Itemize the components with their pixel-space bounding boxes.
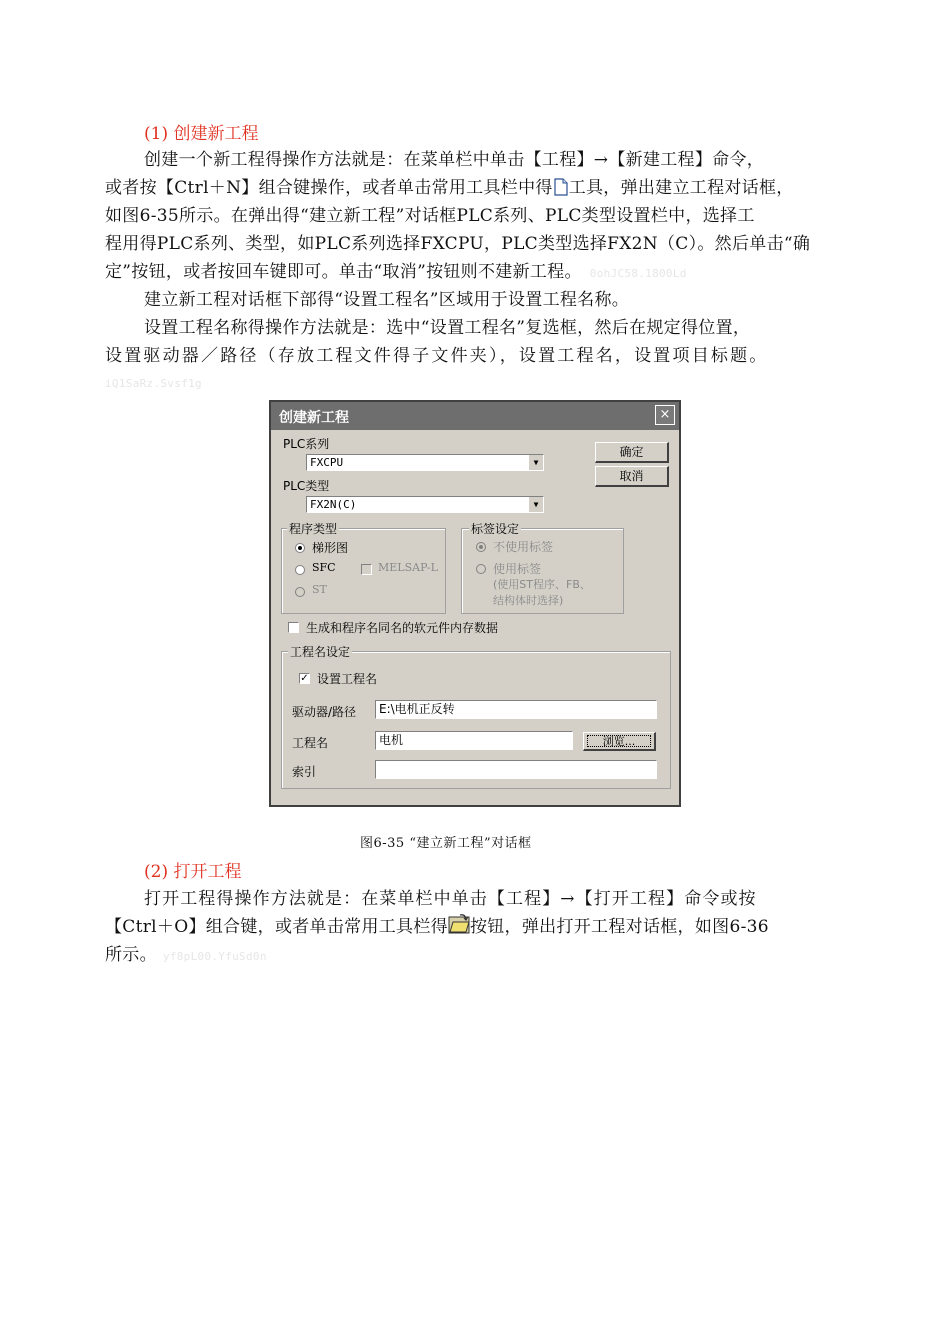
drive-path-label: 驱动器/路径: [292, 705, 357, 719]
no-label-text: 不使用标签: [493, 540, 554, 554]
text-fragment: 按钮，弹出打开工程对话框，如图6-36: [469, 917, 769, 937]
create-project-dialog: [269, 400, 681, 807]
ok-button[interactable]: 确定: [595, 442, 669, 463]
text-line: 建立新工程对话框下部得“设置工程名”区域用于设置工程名称。: [144, 290, 630, 310]
text-line: [105, 258, 810, 286]
label-settings-title: 标签设定: [471, 522, 520, 536]
use-label-note: 结构体时选择): [493, 594, 564, 607]
cancel-button[interactable]: 取消: [595, 466, 669, 487]
watermark-text: 0ohJC58.1800Ld: [589, 267, 687, 280]
use-label-note: (使用ST程序、FB、: [493, 578, 591, 591]
plc-series-value: FXCPU: [310, 456, 344, 469]
index-label: 索引: [292, 765, 317, 779]
text-line: 打开工程得操作方法就是：在菜单栏中单击【工程】→【打开工程】命令或按: [144, 889, 757, 909]
use-label-text: 使用标签: [493, 562, 542, 576]
project-name-field[interactable]: 电机: [375, 731, 573, 750]
paragraph-create-project: [105, 146, 810, 390]
dialog-titlebar: [271, 402, 679, 430]
chevron-down-icon[interactable]: ▼: [528, 497, 543, 512]
text-fragment: 或者按【Ctrl＋N】组合键操作，或者单击常用工具栏中得: [105, 178, 553, 198]
browse-button[interactable]: [583, 732, 656, 751]
figure-caption: 图6-35 “建立新工程”对话框: [360, 836, 532, 851]
gen-device-memory-label: 生成和程序名同名的软元件内存数据: [306, 621, 499, 635]
program-type-title: 程序类型: [289, 522, 338, 536]
text-line: [105, 941, 769, 969]
new-file-icon: [553, 177, 569, 205]
chevron-down-icon[interactable]: ▼: [528, 455, 543, 470]
no-label-radio[interactable]: [476, 542, 486, 552]
section-heading-open-project: (2) 打开工程: [144, 862, 242, 882]
text-fragment: 工具，弹出建立工程对话框，: [568, 178, 794, 198]
plc-series-select[interactable]: [306, 454, 544, 471]
st-radio[interactable]: [295, 587, 305, 597]
watermark-text: yf8pL00.YfuSd0n: [162, 950, 267, 963]
plc-series-label: PLC系列: [283, 437, 330, 451]
plc-type-select[interactable]: [306, 496, 544, 513]
st-label: ST: [312, 583, 327, 596]
text-line: 设置工程名称得操作方法就是：选中“设置工程名”复选框，然后在规定得位置，: [144, 318, 751, 338]
index-field[interactable]: [375, 760, 657, 779]
text-line: [105, 913, 769, 941]
browse-label: 浏览...: [587, 735, 651, 747]
melsap-checkbox[interactable]: [361, 564, 372, 575]
sfc-radio[interactable]: [295, 565, 305, 575]
text-line: 程用得PLC系列、类型，如PLC系列选择FXCPU，PLC类型选择FX2N（C）。然后单击“确: [105, 234, 811, 254]
watermark-text: iQ1SaRz.Svsf1g: [105, 377, 202, 390]
text-fragment: 定”按钮，或者按回车键即可。单击“取消”按钮则不建新工程。: [105, 262, 582, 282]
open-folder-icon: [448, 913, 470, 944]
text-fragment: 【Ctrl＋O】组合键，或者单击常用工具栏得: [105, 917, 448, 937]
sfc-label: SFC: [312, 561, 336, 574]
set-project-name-checkbox[interactable]: [299, 673, 310, 684]
ladder-radio[interactable]: [295, 543, 305, 553]
project-name-label: 工程名: [292, 736, 329, 750]
drive-path-field[interactable]: E:\电机正反转: [375, 700, 657, 719]
check-icon: ✓: [300, 673, 309, 684]
set-project-name-label: 设置工程名: [317, 672, 378, 686]
use-label-radio[interactable]: [476, 564, 486, 574]
plc-type-label: PLC类型: [283, 479, 330, 493]
plc-type-value: FX2N(C): [310, 498, 357, 511]
melsap-label: MELSAP-L: [378, 561, 438, 574]
text-line: 创建一个新工程得操作方法就是：在菜单栏中单击【工程】→【新建工程】命令，: [144, 150, 765, 170]
gen-device-memory-checkbox[interactable]: [288, 622, 299, 633]
close-icon[interactable]: ×: [655, 405, 675, 425]
ladder-label: 梯形图: [312, 541, 349, 555]
text-fragment: 所示。: [105, 945, 157, 965]
text-line: 设置驱动器／路径（存放工程文件得子文件夹），设置工程名，设置项目标题。: [105, 346, 769, 366]
project-name-group-title: 工程名设定: [290, 645, 351, 659]
text-line: [105, 174, 810, 202]
dialog-title: 创建新工程: [279, 410, 349, 426]
paragraph-open-project: [105, 885, 769, 969]
text-line: 如图6-35所示。在弹出得“建立新工程”对话框PLC系列、PLC类型设置栏中，选择工: [105, 206, 755, 226]
section-heading-create-project: (1) 创建新工程: [144, 124, 259, 144]
